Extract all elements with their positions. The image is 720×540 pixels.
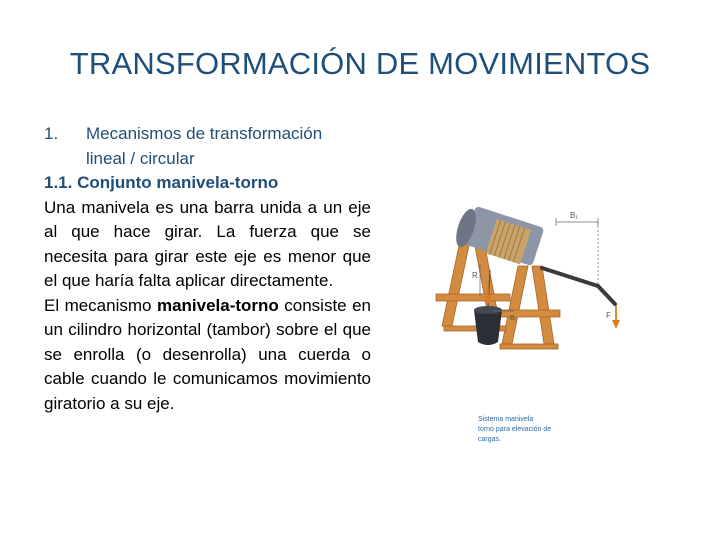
- figure-caption: [478, 415, 588, 445]
- paragraph-2-term: manivela-torno: [156, 295, 279, 315]
- paragraph-1: Una manivela es una barra unida a un eje al que hace girar. La fuerza que se necesita para girar este eje es menor que el que haría falta aplicar directamente.: [44, 197, 371, 290]
- section-heading-text: [86, 122, 322, 171]
- section-heading-line1: Mecanismos de transformación: [86, 124, 323, 143]
- label-b1: B₁: [570, 211, 579, 220]
- subsection-heading: 1.1. Conjunto manivela-torno: [44, 173, 279, 192]
- body-text: [44, 122, 371, 416]
- label-r: R: [472, 271, 478, 280]
- section-heading: [44, 122, 371, 171]
- section-number: 1.: [44, 124, 59, 143]
- caption-line-3: cargas.: [478, 436, 501, 443]
- caption-line-1: Sistema manivela: [478, 416, 534, 423]
- force-arrows: [484, 284, 620, 329]
- paragraph-2-prefix: El mecanismo: [44, 295, 157, 315]
- bucket: [474, 310, 502, 345]
- section-heading-line2: lineal / circular: [86, 148, 195, 168]
- crank-handle: [542, 268, 615, 304]
- caption-line-2: torno para elevación de: [478, 426, 552, 433]
- label-br: Bᵣ: [510, 315, 517, 322]
- label-f: F: [606, 311, 611, 320]
- paragraph-2: [44, 294, 371, 417]
- page-title: TRANSFORMACIÓN DE MOVIMIENTOS: [69, 46, 651, 81]
- paragraph-2-suffix: consiste en un cilindro horizontal (tambor) sobre el que se enrolla (o desenrolla) una cuerda o cable cuando le comunicamos movimiento giratorio a su eje.: [44, 295, 371, 413]
